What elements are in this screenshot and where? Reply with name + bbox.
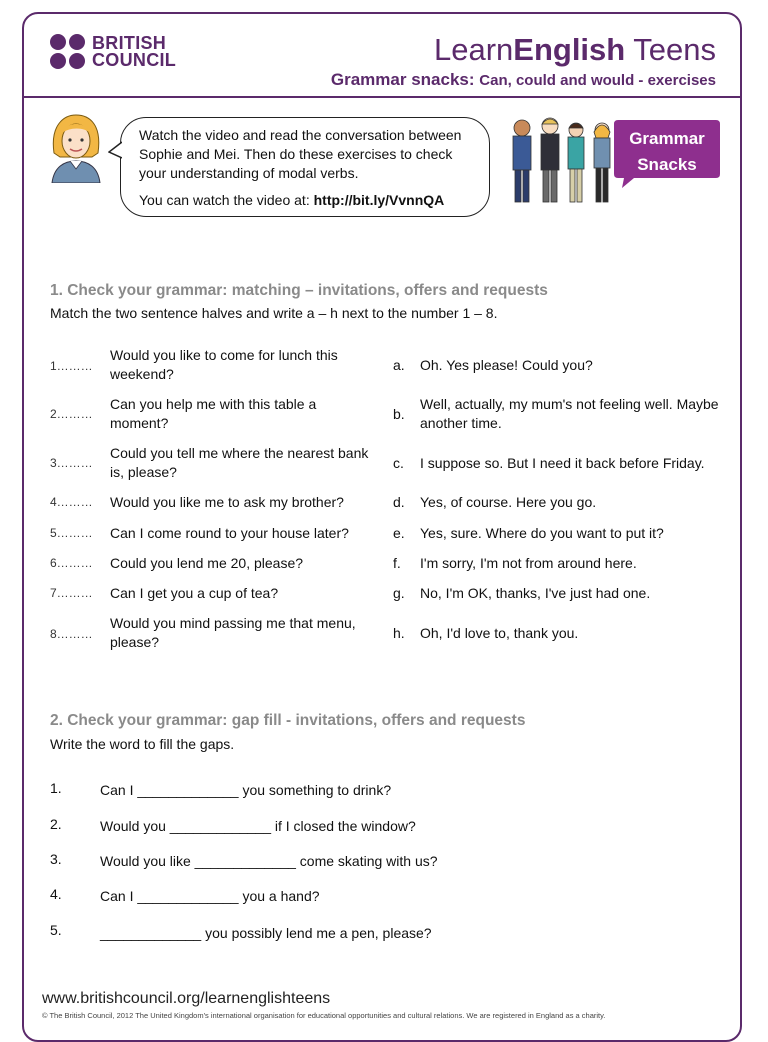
footer-copyright: © The British Council, 2012 The United Kingdom's international organisation for educational opportunities and cultural relations. We are registered in England as a charity. [42,1011,606,1020]
gap-sentence[interactable]: Can I _____________ you something to drink? [100,782,392,798]
section1-instruction: Match the two sentence halves and write a – h next to the number 1 – 8. [50,305,498,321]
intro-text: Watch the video and read the conversation between Sophie and Mei. Then do these exercises to check your understanding of modal verbs. [139,127,462,181]
match-answer: I'm sorry, I'm not from around here. [420,555,637,571]
match-letter: g. [393,585,405,601]
match-number[interactable]: 6……… [50,556,93,570]
footer-website[interactable]: www.britishcouncil.org/learnenglishteens [42,990,331,1007]
gap-number: 1. [50,780,62,796]
logo-dots-icon [50,34,85,69]
match-answer: Well, actually, my mum's not feeling well. Maybe another time. [420,396,719,431]
gap-number: 3. [50,851,62,867]
section2-instruction: Write the word to fill the gaps. [50,736,235,752]
match-answer: Yes, sure. Where do you want to put it? [420,525,664,541]
page-title: Grammar snacks: Can, could and would - exercises [330,70,716,89]
match-letter: d. [393,494,405,510]
sophie-avatar-icon [48,113,104,183]
match-number[interactable]: 3……… [50,456,93,470]
match-number[interactable]: 8……… [50,627,93,641]
watch-line: You can watch the video at: http://bit.ly/VvnnQA [139,192,445,208]
learnenglish-teens-brand: LearnEnglish Teens [433,32,716,67]
match-letter: c. [393,455,404,471]
match-letter: f. [393,555,401,571]
match-letter: b. [393,406,405,422]
logo-line2: COUNCIL [92,49,177,70]
section2-heading: 2. Check your grammar: gap fill - invitations, offers and requests [50,712,526,729]
match-question: Can I come round to your house later? [110,525,349,541]
gap-number: 5. [50,922,62,938]
match-answer: No, I'm OK, thanks, I've just had one. [420,585,651,601]
match-question: Could you lend me 20, please? [110,555,304,571]
bubble-tail-icon [108,140,122,160]
match-question: Would you like to come for lunch this weekend? [110,347,338,382]
match-answer: Yes, of course. Here you go. [420,494,597,510]
match-question: Can you help me with this table a moment? [110,396,317,431]
match-number[interactable]: 7……… [50,586,93,600]
match-number[interactable]: 4……… [50,495,93,509]
logo-line1: BRITISH [92,32,167,53]
gap-sentence[interactable]: Would you like _____________ come skating with us? [100,853,438,869]
header-divider [22,96,742,98]
match-answer: I suppose so. But I need it back before Friday. [420,455,705,471]
gap-sentence[interactable]: Can I _____________ you a hand? [100,888,320,904]
characters-illustration-icon [506,114,618,206]
match-question: Would you like me to ask my brother? [110,494,344,510]
gap-number: 4. [50,886,62,902]
british-council-logo [50,34,176,69]
video-link[interactable]: http://bit.ly/VvnnQA [313,192,445,208]
grammar-snacks-badge: Grammar Snacks [629,129,705,174]
match-answer: Oh. Yes please! Could you? [420,357,593,373]
match-letter: e. [393,525,405,541]
match-number[interactable]: 2……… [50,407,93,421]
gap-number: 2. [50,816,62,832]
match-question: Could you tell me where the nearest bank is, please? [110,445,369,480]
gap-sentence[interactable]: _____________ you possibly lend me a pen, please? [100,925,432,941]
match-letter: a. [393,357,405,373]
match-answer: Oh, I'd love to, thank you. [420,625,579,641]
match-number[interactable]: 5……… [50,526,93,540]
section1-heading: 1. Check your grammar: matching – invitations, offers and requests [50,282,548,299]
speech-bubble [120,117,490,217]
match-letter: h. [393,625,405,641]
match-question: Can I get you a cup of tea? [110,585,279,601]
match-number[interactable]: 1……… [50,359,93,373]
gap-sentence[interactable]: Would you _____________ if I closed the window? [100,818,416,834]
match-question: Would you mind passing me that menu, please? [110,615,356,650]
